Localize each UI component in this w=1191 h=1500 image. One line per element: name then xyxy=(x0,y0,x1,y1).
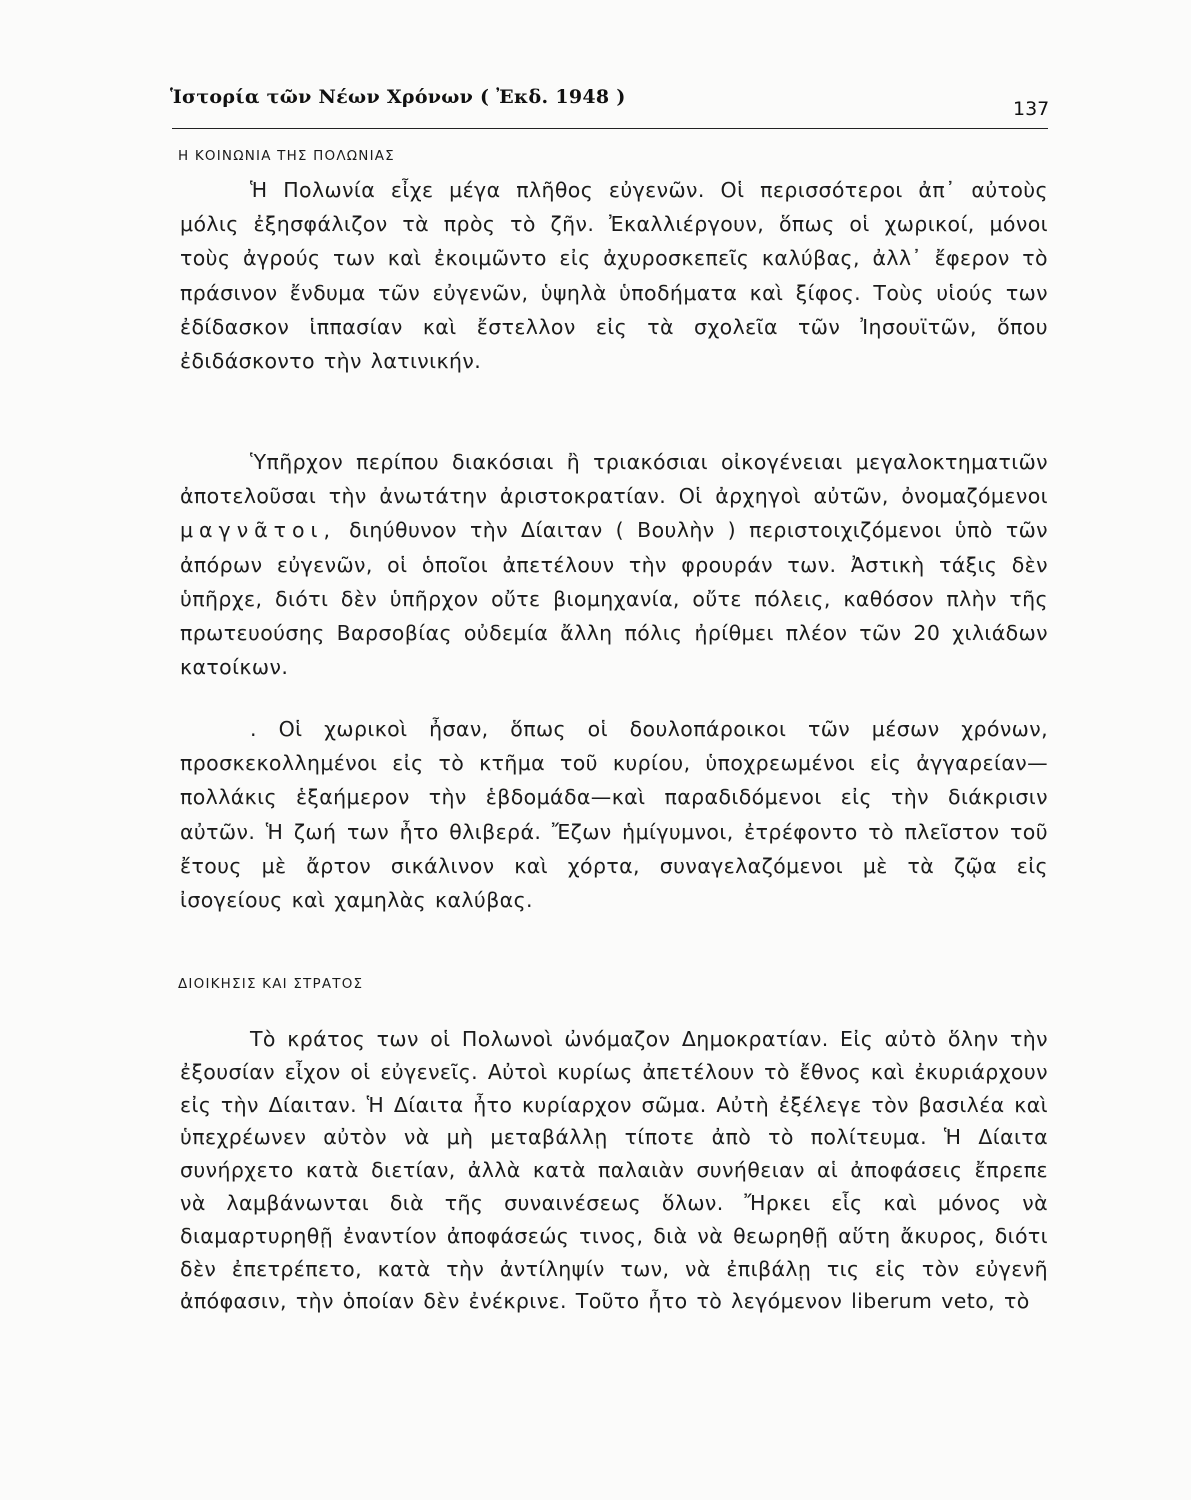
section-heading-administration-army: ΔΙΟΙΚΗΣΙΣ ΚΑΙ ΣΤΡΑΤΟΣ xyxy=(178,976,364,992)
paragraph-magnates xyxy=(180,445,1048,684)
paragraph-diet: Τὸ κράτος των οἱ Πολωνοὶ ὠνόμαζον Δημοκρατίαν. Εἰς αὐτὸ ὅλην τὴν ἐξουσίαν εἶχον οἱ εὐγενεῖς. Αὐτοὶ κυρίως ἀπετέλουν τὸ ἔθνος καὶ ἐκυριάρχουν εἰς τὴν Δίαιταν. Ἡ Δίαιτα ἦτο κυρίαρχον σῶμα. Αὐτὴ ἐξέλεγε τὸν βασιλέα καὶ ὑπεχρέωνεν αὐτὸν νὰ μὴ μεταβάλλῃ τίποτε ἀπὸ τὸ πολίτευμα. Ἡ Δίαιτα συνήρχετο κατὰ διετίαν, ἀλλὰ κατὰ παλαιὰν συνήθειαν αἱ ἀποφάσεις ἔπρεπε νὰ λαμβάνωνται διὰ τῆς συναινέσεως ὅλων. Ἤρκει εἷς καὶ μόνος νὰ διαμαρτυρηθῇ ἐναντίον ἀποφάσεώς τινος, διὰ νὰ θεωρηθῇ αὕτη ἄκυρος, διότι δὲν ἐπετρέπετο, κατὰ τὴν ἀντίληψίν των, νὰ ἐπιβάλῃ τις εἰς τὸν εὐγενῆ ἀπόφασιν, τὴν ὁποίαν δὲν ἐνέκρινε. Τοῦτο ἦτο τὸ λεγόμενον liberum veto, τὸ xyxy=(180,1027,1048,1314)
paragraph-peasants: . Οἱ χωρικοὶ ἦσαν, ὅπως οἱ δουλοπάροικοι τῶν μέσων χρόνων, προσκεκολλημένοι εἰς τὸ κτῆμα τοῦ κυρίου, ὑποχρεωμένοι εἰς ἀγγαρείαν—πολλάκις ἑξαήμερον τὴν ἑβδομάδα—καὶ παραδιδόμενοι εἰς τὴν διάκρισιν αὐτῶν. Ἡ ζωή των ἦτο θλιβερά. Ἔζων ἡμίγυμνοι, ἐτρέφοντο τὸ πλεῖστον τοῦ ἔτους μὲ ἄρτον σικάλινον καὶ χόρτα, συναγελαζόμενοι μὲ τὰ ζῷα εἰς ἰσογείους καὶ χαμηλὰς καλύβας. xyxy=(180,717,1048,913)
magnates-term: μαγνᾶτοι, xyxy=(180,518,336,543)
header-rule xyxy=(172,128,1048,129)
paragraph-nobility: Ἡ Πολωνία εἶχε μέγα πλῆθος εὐγενῶν. Οἱ περισσότεροι ἀπ᾿ αὐτοὺς μόλις ἐξησφάλιζον τὰ πρὸς τὸ ζῆν. Ἐκαλλιέργουν, ὅπως οἱ χωρικοί, μόνοι τοὺς ἀγρούς των καὶ ἐκοιμῶντο εἰς ἀχυροσκεπεῖς καλύβας, ἀλλ᾿ ἔφερον τὸ πράσινον ἔνδυμα τῶν εὐγενῶν, ὑψηλὰ ὑποδήματα καὶ ξίφος. Τοὺς υἱούς των ἐδίδασκον ἱππασίαν καὶ ἔστελλον εἰς τὰ σχολεῖα τῶν Ἰησουϊτῶν, ὅπου ἐδιδάσκοντο τὴν λατινικήν. xyxy=(180,178,1048,374)
page-number: 137 xyxy=(1013,98,1050,120)
paragraph-magnates-part2: διηύθυνον τὴν Δίαιταν ( Βουλὴν ) περιστοιχιζόμενοι ὑπὸ τῶν ἀπόρων εὐγενῶν, οἱ ὁποῖοι ἀπετέλουν τὴν φρουράν των. Ἀστικὴ τάξις δὲν ὑπῆρχε, διότι δὲν ὑπῆρχον οὔτε βιομηχανία, οὔτε πόλεις, καθόσον πλὴν τῆς πρωτευούσης Βαρσοβίας οὐδεμία ἄλλη πόλις ἠρίθμει πλέον τῶν 20 χιλιάδων κατοίκων. xyxy=(180,518,1048,680)
paragraph-magnates-part1: Ὑπῆρχον περίπου διακόσιαι ἢ τριακόσιαι οἰκογένειαι μεγαλοκτηματιῶν ἀποτελοῦσαι τὴν ἀνωτάτην ἀριστοκρατίαν. Οἱ ἀρχηγοὶ αὐτῶν, ὀνομαζόμενοι xyxy=(180,450,1048,509)
section-heading-polish-society: Η ΚΟΙΝΩΝΙΑ ΤΗΣ ΠΟΛΩΝΙΑΣ xyxy=(178,148,395,164)
running-head-title: Ἱστορία τῶν Νέων Χρόνων ( Ἐκδ. 1948 ) xyxy=(170,86,626,108)
